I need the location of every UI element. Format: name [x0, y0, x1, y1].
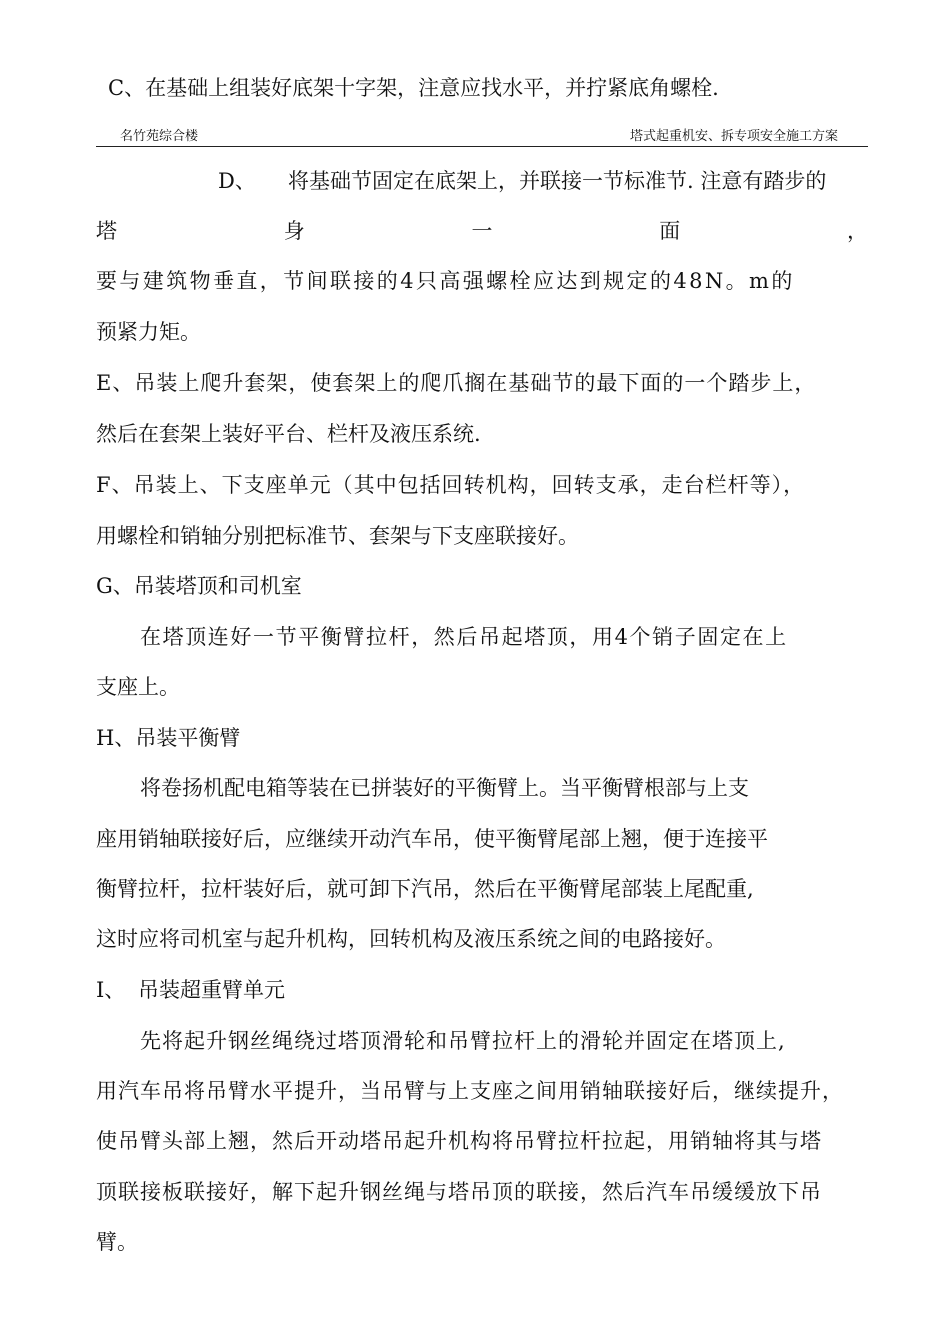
spaced-char-1: 塔 — [96, 219, 117, 243]
paragraph-i-line-5: 臂。 — [96, 1230, 138, 1254]
paragraph-h-line-2: 座用销轴联接好后，应继续开动汽车吊，使平衡臂尾部上翘，便于连接平 — [96, 827, 768, 851]
paragraph-d-line-3: 预紧力矩。 — [96, 320, 201, 344]
paragraph-f-line-2: 用螺栓和销轴分别把标准节、套架与下支座联接好。 — [96, 524, 579, 548]
page-header — [96, 130, 868, 147]
paragraph-e-line-2: 然后在套架上装好平台、栏杆及液压系统. — [96, 422, 481, 446]
spaced-char-2: 身 — [283, 219, 305, 243]
paragraph-i-line-2: 用汽车吊将吊臂水平提升，当吊臂与上支座之间用销轴联接好后，继续提升， — [96, 1079, 844, 1103]
heading-i-label: I、 — [96, 978, 126, 1002]
paragraph-f-line-1: F、吊装上、下支座单元（其中包括回转机构，回转支承，走台栏杆等）， — [96, 473, 806, 497]
header-project-name: 名竹苑综合楼 — [120, 129, 199, 144]
paragraph-d-line-2: 要与建筑物垂直，节间联接的4只高强螺栓应达到规定的48N。m的 — [96, 269, 795, 293]
paragraph-h-line-4: 这时应将司机室与起升机构，回转机构及液压系统之间的电路接好。 — [96, 927, 726, 951]
header-document-title: 塔式起重机安、拆专项安全施工方案 — [629, 129, 838, 144]
paragraph-e-line-1: E、吊装上爬升套架，使套架上的爬爪搁在基础节的最下面的一个踏步上， — [96, 371, 817, 395]
paragraph-c-line-1: C、在基础上组装好底架十字架，注意应找水平，并拧紧底角螺栓. — [108, 76, 719, 100]
paragraph-h-line-3: 衡臂拉杆，拉杆装好后，就可卸下汽吊，然后在平衡臂尾部装上尾配重, — [96, 877, 754, 901]
paragraph-g-line-1: 在塔顶连好一节平衡臂拉杆，然后吊起塔顶，用4个销子固定在上 — [140, 625, 788, 649]
spaced-char-3: 一 — [471, 219, 493, 243]
paragraph-h-line-1: 将卷扬机配电箱等装在已拼装好的平衡臂上。当平衡臂根部与上支 — [140, 776, 749, 800]
paragraph-d-line-1: 将基础节固定在底架上，并联接一节标准节. 注意有踏步的 — [288, 169, 827, 193]
paragraph-i-line-4: 顶联接板联接好，解下起升钢丝绳与塔吊顶的联接，然后汽车吊缓缓放下吊 — [96, 1180, 822, 1204]
heading-h: H、吊装平衡臂 — [96, 726, 241, 750]
paragraph-d-spaced-line — [96, 221, 868, 242]
spaced-char-5: ， — [847, 219, 868, 243]
paragraph-i-line-3: 使吊臂头部上翘，然后开动塔吊起升机构将吊臂拉杆拉起，用销轴将其与塔 — [96, 1129, 822, 1153]
paragraph-i-line-1: 先将起升钢丝绳绕过塔顶滑轮和吊臂拉杆上的滑轮并固定在塔顶上, — [140, 1029, 786, 1053]
paragraph-d-label: D、 — [218, 169, 256, 193]
heading-g: G、吊装塔顶和司机室 — [96, 574, 302, 598]
paragraph-g-line-2: 支座上。 — [96, 675, 180, 699]
heading-i-title: 吊装超重臂单元 — [138, 978, 285, 1002]
spaced-char-4: 面 — [659, 219, 681, 243]
